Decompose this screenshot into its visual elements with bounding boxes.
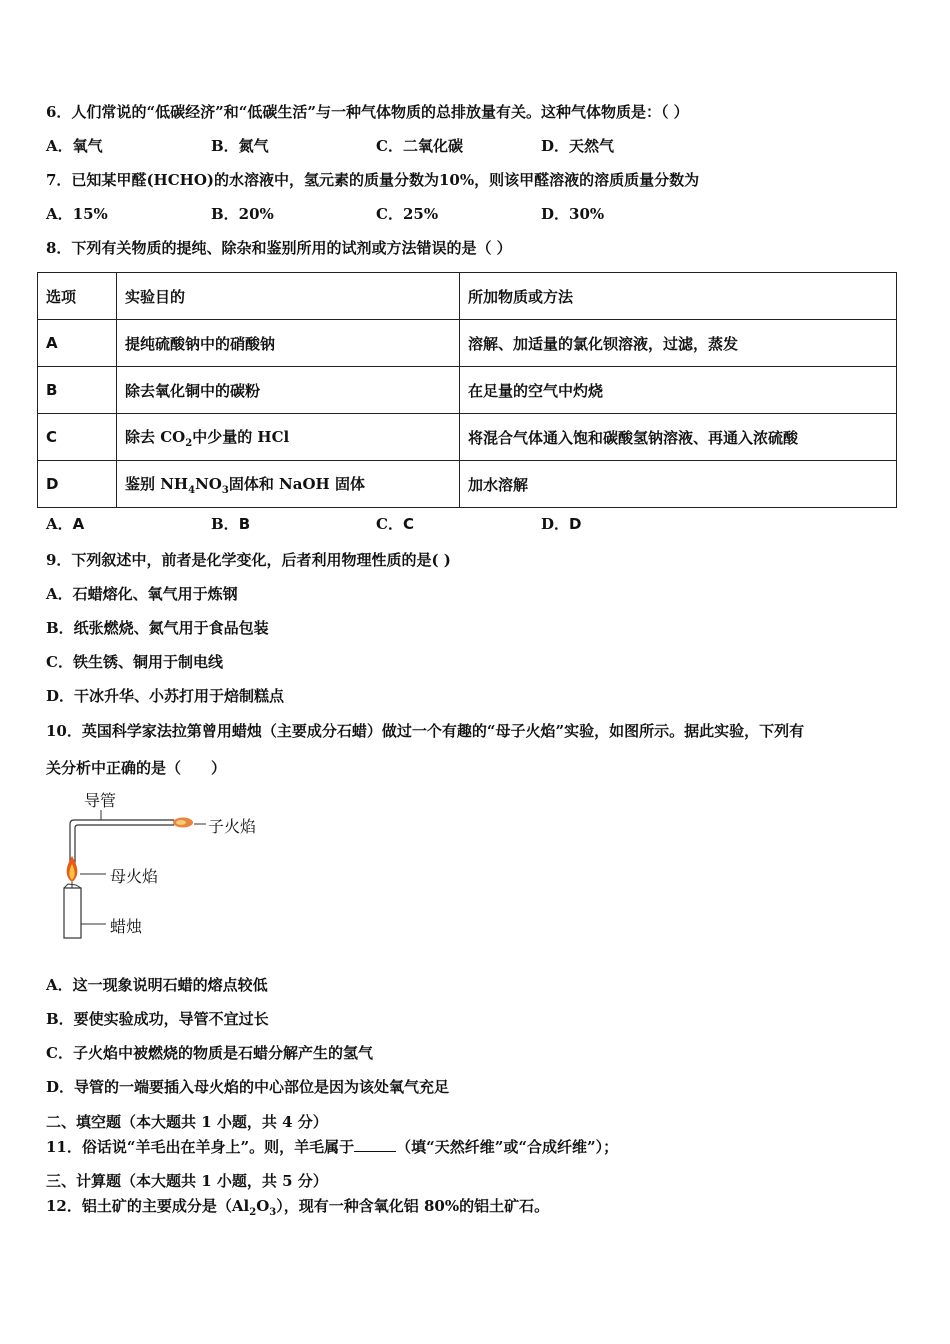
row-method: 加水溶解 (460, 461, 897, 508)
table-row (38, 461, 897, 508)
section3-title: 三、计算题（本大题共 1 小题，共 5 分） (46, 1172, 328, 1190)
table-row (38, 367, 897, 414)
q8-option-d: D．D (541, 515, 582, 533)
q11: 11．俗话说“羊毛出在羊身上”。则，羊毛属于 （填“天然纤维”或“合成纤维”）； (46, 1138, 619, 1156)
q6-option-d: D．天然气 (541, 137, 615, 155)
q7-option-b: B．20% (211, 205, 274, 223)
label-candle: 蜡烛 (110, 917, 143, 936)
q6-option-c: C．二氧化碳 (376, 137, 463, 155)
row-purpose: 提纯硫酸钠中的硝酸钠 (117, 320, 460, 367)
row-purpose: 鉴别 $NH_4NO_3$固体和 NaOH 固体 (117, 461, 460, 508)
row-key: B (38, 367, 117, 414)
q9-option-c: C．铁生锈、铜用于制电线 (46, 653, 223, 671)
q9-option-b: B．纸张燃烧、氮气用于食品包装 (46, 619, 269, 637)
q8-option-a: A．A (46, 515, 85, 533)
row-purpose: 除去氧化铜中的碳粉 (117, 367, 460, 414)
q8-option-c: C．C (376, 515, 414, 533)
q9-stem: 9．下列叙述中，前者是化学变化，后者利用物理性质的是( ) (46, 551, 451, 569)
table-row (38, 320, 897, 367)
q10-option-b: B．要使实验成功，导管不宜过长 (46, 1010, 269, 1028)
q7-option-a: A．15% (46, 205, 108, 223)
q6-option-b: B．氮气 (211, 137, 269, 155)
table-row (38, 414, 897, 461)
header-method: 所加物质或方法 (460, 273, 897, 320)
q6-option-a: A．氧气 (46, 137, 103, 155)
row-method: 溶解、加适量的氯化钡溶液，过滤，蒸发 (460, 320, 897, 367)
q10-option-c: C．子火焰中被燃烧的物质是石蜡分解产生的氢气 (46, 1044, 373, 1062)
q7-option-d: D．30% (541, 205, 605, 223)
q8-stem: 8．下列有关物质的提纯、除杂和鉴别所用的试剂或方法错误的是（ ） (46, 239, 512, 257)
q10-stem-line2: 关分析中正确的是（ ） (46, 759, 227, 777)
q7-stem: 7．已知某甲醛(HCHO)的水溶液中，氢元素的质量分数为10%，则该甲醛溶液的溶质质量分数为 (46, 171, 700, 189)
q9-option-a: A．石蜡熔化、氧气用于炼钢 (46, 585, 238, 603)
row-purpose: 除去 $CO_2$中少量的 HCl (117, 414, 460, 461)
row-key: C (38, 414, 117, 461)
row-method: 在足量的空气中灼烧 (460, 367, 897, 414)
section2-title: 二、填空题（本大题共 1 小题，共 4 分） (46, 1113, 328, 1131)
answer-blank[interactable] (354, 1137, 396, 1152)
q7-option-c: C．25% (376, 205, 439, 223)
row-method: 将混合气体通入饱和碳酸氢钠溶液、再通入浓硫酸 (460, 414, 897, 461)
q9-option-d: D．干冰升华、小苏打用于焙制糕点 (46, 687, 285, 705)
q8-option-b: B．B (211, 515, 251, 533)
row-key: D (38, 461, 117, 508)
q10-stem-line1: 10．英国科学家法拉第曾用蜡烛（主要成分石蜡）做过一个有趣的“母子火焰”实验，如图所示。据此实验，下列有 (46, 722, 805, 740)
label-child-flame: 子火焰 (208, 817, 257, 836)
q10-option-a: A．这一现象说明石蜡的熔点较低 (46, 976, 268, 994)
row-key: A (38, 320, 117, 367)
q6-stem: 6．人们常说的“低碳经济”和“低碳生活”与一种气体物质的总排放量有关。这种气体物质是：（ ） (46, 103, 689, 121)
q12: 12．铝土矿的主要成分是$(Al_2O_3)$，现有一种含氧化铝 80%的铝土矿石。 (46, 1197, 550, 1218)
q8-table (37, 272, 897, 508)
table-header-row (38, 273, 897, 320)
q10-option-d: D．导管的一端要插入母火焰的中心部位是因为该处氧气充足 (46, 1078, 450, 1096)
header-purpose: 实验目的 (117, 273, 460, 320)
candle-experiment-figure (46, 784, 306, 944)
header-option: 选项 (38, 273, 117, 320)
label-tube: 导管 (84, 791, 117, 810)
label-mother-flame: 母火焰 (110, 867, 159, 886)
